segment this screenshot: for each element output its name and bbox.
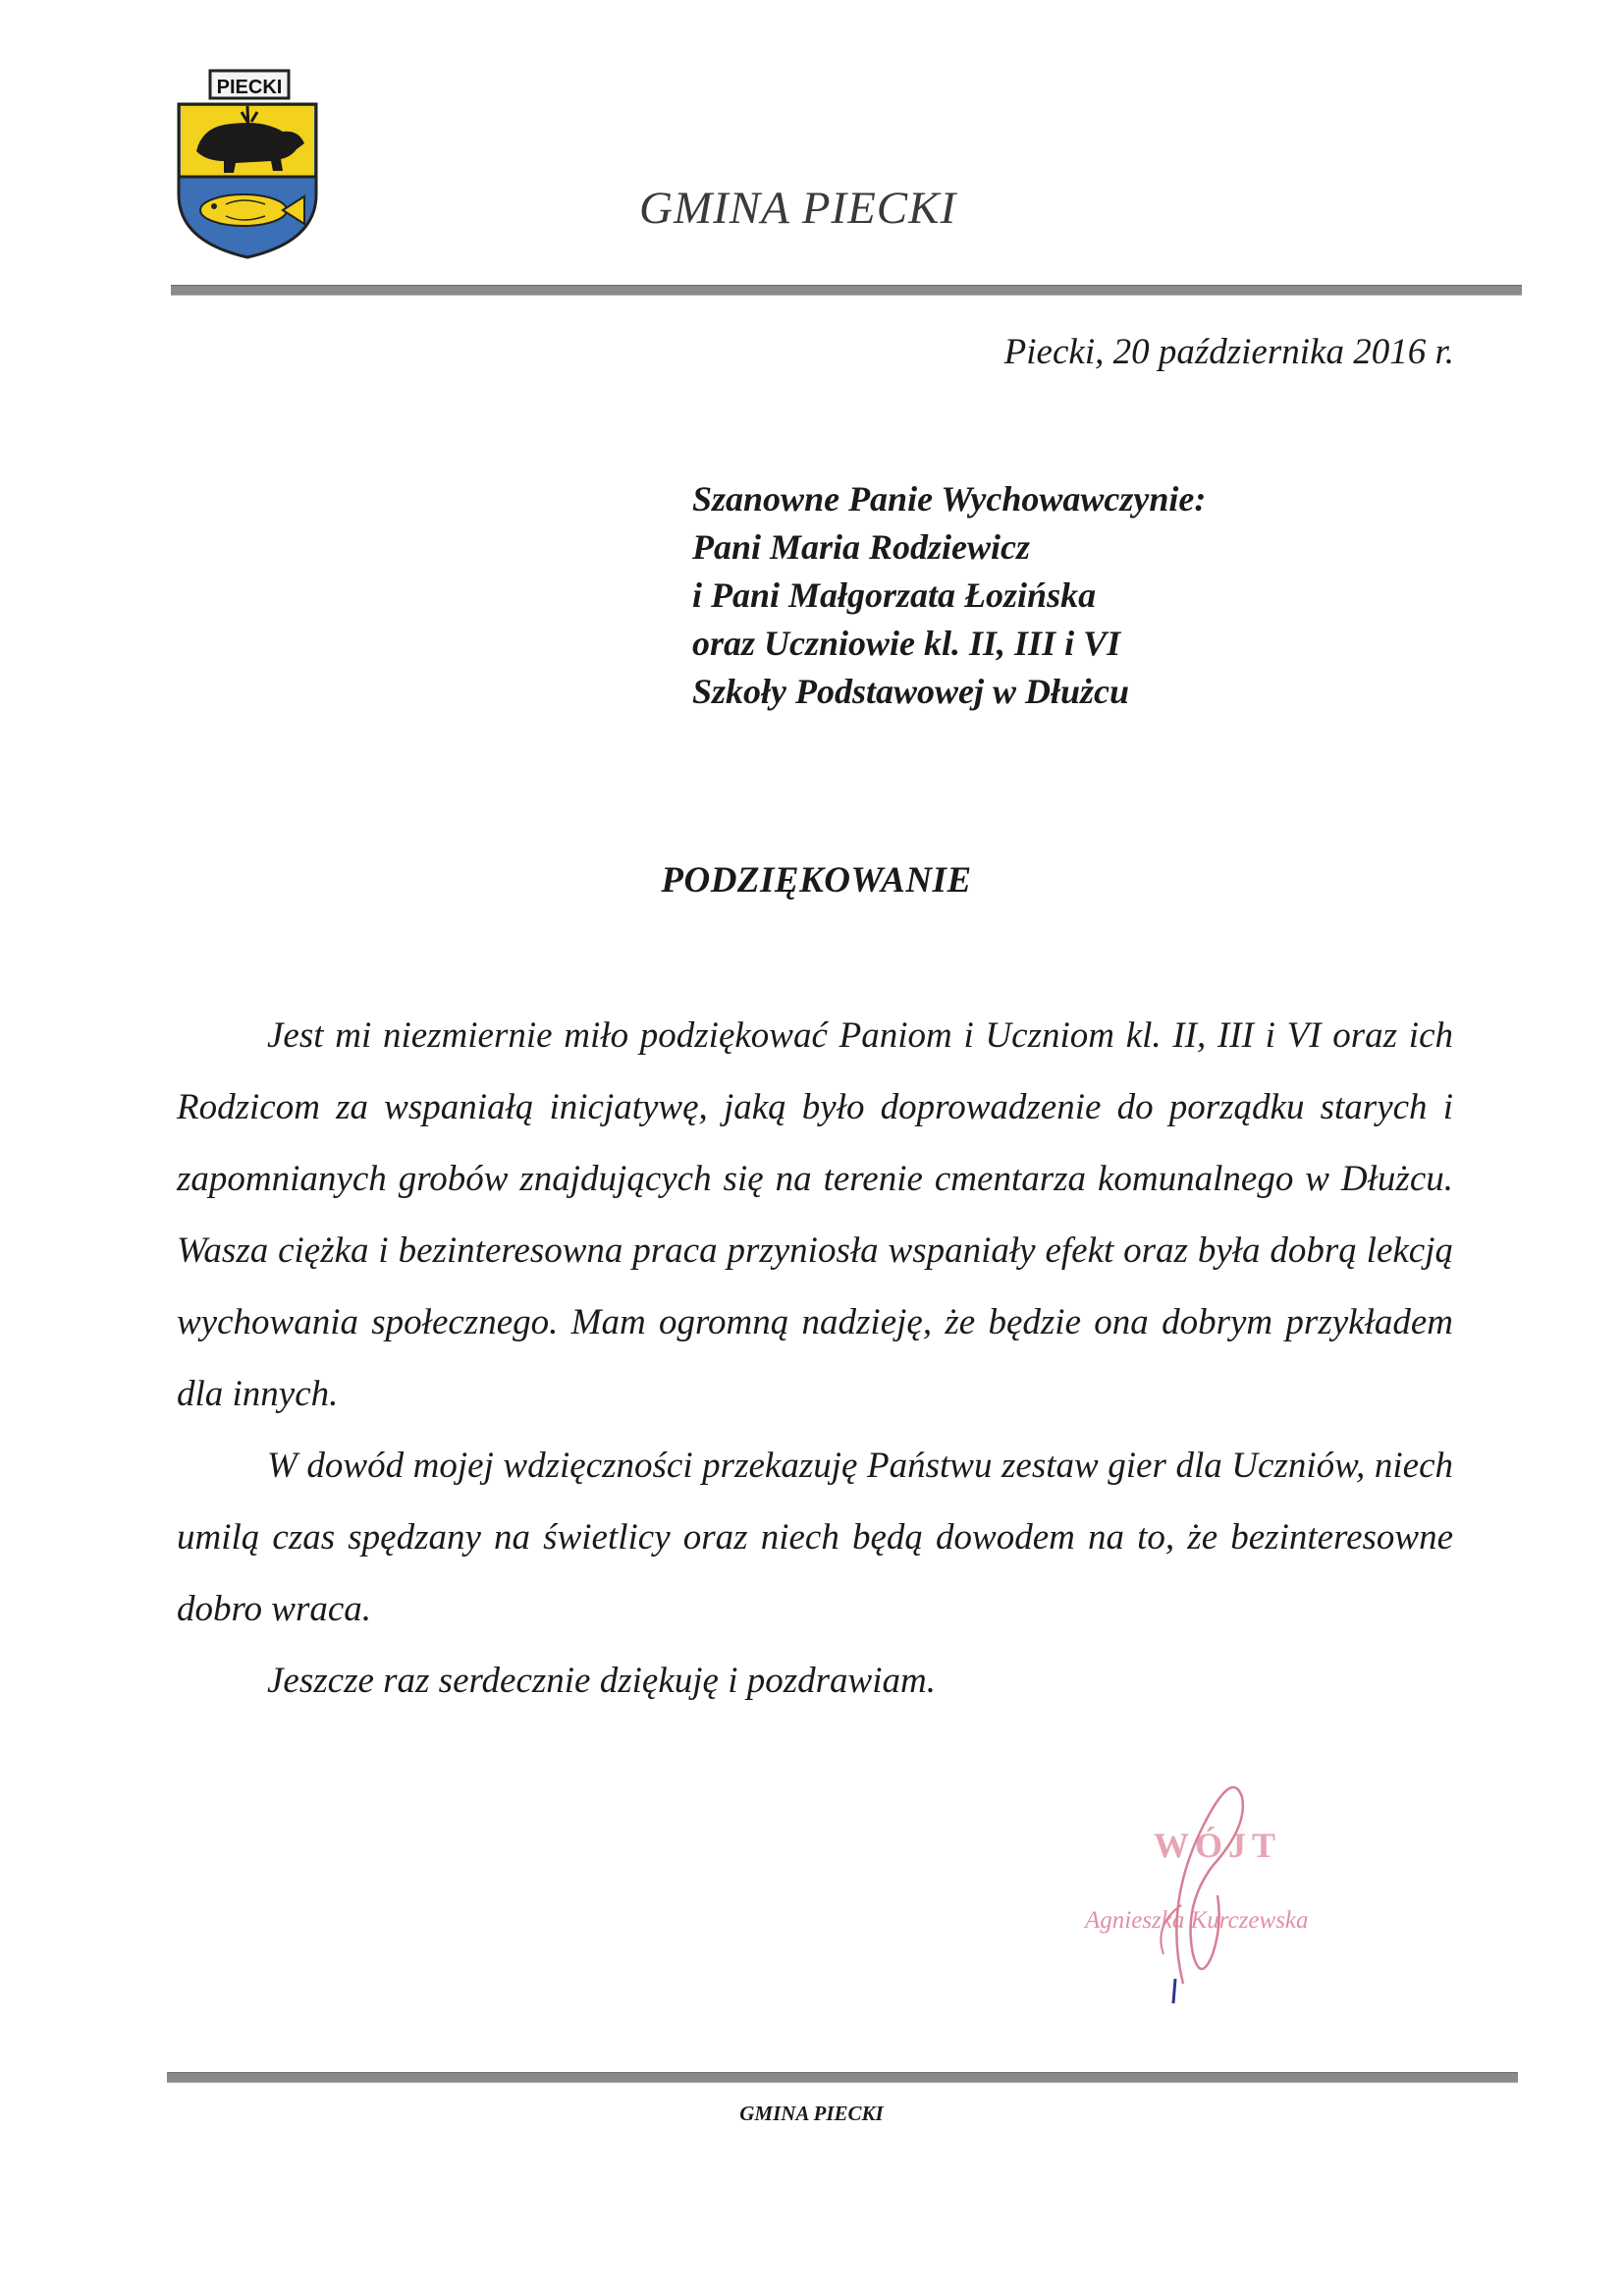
header-title: GMINA PIECKI xyxy=(639,183,957,234)
recipients-block xyxy=(692,475,1206,716)
recipient-line: i Pani Małgorzata Łozińska xyxy=(692,575,1097,615)
body-paragraph: Jest mi niezmiernie miło podziękować Paniom i Uczniom kl. II, III i VI oraz ich Rodzicom za wspaniałą inicjatywę, jaką było doprowadzenie do porządku starych i zapomnianych grobów znajdujących się na terenie cmentarza komunalnego w Dłużcu. Wasza ciężka i bezinteresowna praca przyniosła wspaniały efekt oraz była dobrą lekcją wychowania społecznego. Mam ogromną nadzieję, że będzie ona dobrym przykładem dla innych. xyxy=(177,1015,1453,1414)
recipient-line: Szkoły Podstawowej w Dłużcu xyxy=(692,672,1130,711)
recipient-line: Pani Maria Rodziewicz xyxy=(692,527,1031,567)
letter-heading: PODZIĘKOWANIE xyxy=(661,860,972,901)
recipient-line: Szanowne Panie Wychowawczynie: xyxy=(692,479,1207,519)
letter-body xyxy=(177,1000,1453,1717)
letter-date: Piecki, 20 października 2016 r. xyxy=(1003,332,1454,372)
handwritten-signature xyxy=(1065,1758,1380,2013)
coat-of-arms-logo xyxy=(173,67,322,259)
header-divider xyxy=(171,285,1522,296)
body-paragraph: Jeszcze raz serdecznie dziękuję i pozdrawiam. xyxy=(267,1661,936,1701)
crest-label: PIECKI xyxy=(216,77,283,98)
footer-text: GMINA PIECKI xyxy=(739,2102,884,2125)
crest-crown xyxy=(210,71,289,98)
recipient-line: oraz Uczniowie kl. II, III i VI xyxy=(692,624,1121,663)
stamp-title: WÓJT xyxy=(1154,1826,1282,1865)
body-paragraph: W dowód mojej wdzięczności przekazuję Państwu zestaw gier dla Uczniów, niech umilą czas spędzany na świetlicy oraz niech będą dowodem na to, że bezinteresowne dobro wraca. xyxy=(177,1446,1453,1629)
footer-divider xyxy=(167,2072,1518,2083)
stamp-name: Agnieszka Kurczewska xyxy=(1085,1907,1309,1934)
